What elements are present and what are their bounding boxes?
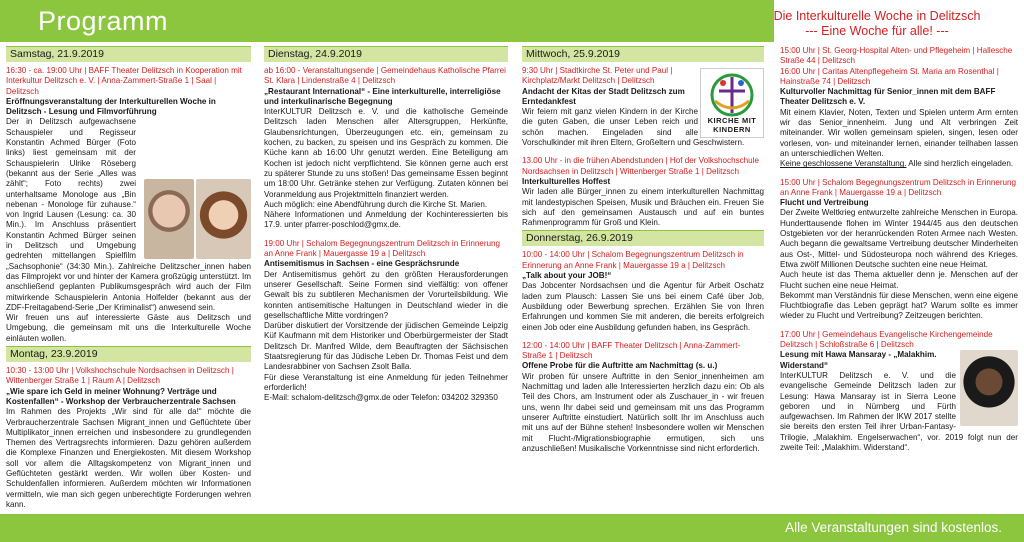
- event-title: „Talk about your JOB!“: [522, 271, 612, 281]
- event-description-3: Für diese Veranstaltung ist eine Anmeldung für jeden Teilnehmer erforderlich!: [264, 372, 508, 392]
- event-contact: E-Mail: schalom-delitzsch@gmx.de oder Telefon: 034202 329350: [264, 393, 498, 403]
- event-title: Andacht der Kitas der Stadt Delitzsch zum Erntedankfest: [522, 86, 685, 106]
- event-title: Antisemitismus in Sachsen - eine Gesprächsrunde: [264, 259, 460, 269]
- event-description: Der Antisemitismus gehört zu den größten Herausforderungen unserer Gesellschaft. Seine Formen sind vielfältig: von offener Gewalt bis zu subtileren Mechanismen der Vorurteilsbildung. Wie konnten antisemitische Haltungen in Deutschland wieder in die gesellschaftliche Mitte vordringen?: [264, 269, 508, 320]
- event-title: „Wie spare ich Geld in meiner Wohnung? Verträge und Kostenfallen“ - Workshop der Verbraucherzentrale Sachsen: [6, 386, 236, 406]
- event-description-3: Bekommt man Verständnis für diese Menschen, wenn eine eigene Fluchtbiografie das Leben geprägt hat? Warum sollte es immer wieder zu Flucht und Vertreibung? Zeitzeugen berichten.: [780, 290, 1018, 321]
- event-description: Wir proben für unsere Auftritte in den Senior_innenheimen am Nachmittag und laden alle Interessierten herzlich dazu ein: Ob als Teil des Chors, am Instrument oder als Zuschauer_in - wir freuen uns, wenn Ihr dabei seid und gemeinsam mit uns das Programm unserer Auftritte einstudiert. Natürlich sollt Ihr im Anschluss auch mit uns auf der Bühne stehen! Insbesondere wollen wir Menschen mit Flucht-/Migrationsbiographie ermutigen, sich uns anzuschließen! Musikalische Vorkenntnisse sind nicht erforderlich.: [522, 371, 764, 453]
- day-header-tuesday: Dienstag, 24.9.2019: [264, 46, 508, 62]
- bottom-banner: [0, 514, 1024, 542]
- photo-ulrike-roeseberg: [196, 179, 251, 259]
- photo-konstantin-buerger: [144, 179, 194, 259]
- page-title: Programm: [38, 6, 169, 36]
- column-saturday-monday: [6, 42, 251, 512]
- event-title: Interkulturelles Hoffest: [522, 176, 611, 186]
- event-description: Wir laden alle Bürger_innen zu einem interkulturellen Nachmittag mit landestypischen Speisen, Musik und Bräuchen ein. Freuen Sie sich auf den gemeinsamen Austausch und auf ein buntes Rahmenprogramm für Groß und Klein.: [522, 187, 764, 228]
- top-banner: [0, 0, 1024, 42]
- event-meta: 15:00 Uhr | Schalom Begegnungszentrum Delitzsch in Erinnerung an Anne Frank | Mauergasse 19 a | Delitzsch: [780, 177, 1017, 197]
- event-meta: 17:00 Uhr | Gemeindehaus Evangelische Kirchengemeinde Delitzsch | Schloßstraße 6 | Delitzsch: [780, 329, 993, 350]
- kirche-mit-kindern-logo: [700, 68, 764, 138]
- event-description-2: Wir freuen uns auf interessierte Gäste aus Delitzsch und Umgebung, die gemeinsam mit uns die Interkulturelle Woche einläuten wollen.: [6, 313, 251, 343]
- photo-hawa-mansaray: [960, 350, 1018, 426]
- column-thursday-continued: [780, 46, 1018, 516]
- event-title: Lesung mit Hawa Mansaray - „Malakhim. Widerstand“: [780, 350, 937, 370]
- event-title: Flucht und Vertreibung: [780, 198, 869, 208]
- event-title: Kulturvoller Nachmittag für Senior_innen mit dem BAFF Theater Delitzsch e. V.: [780, 87, 996, 107]
- event-meta: 10:30 - 13:00 Uhr | Volkshochschule Nordsachsen in Delitzsch | Wittenberger Straße 1 | Raum A | Delitzsch: [6, 366, 234, 386]
- event-description: InterKULTUR Delitzsch e. V. und die katholische Gemeinde Delitzsch laden Menschen aller Altersgruppen, Herkünfte, Glaubensrichtungen, Überzeugungen etc. ein, gemeinsam zu kochen, zu backen, zu speisen und ins Gespräch zu kommen. Die Küche kann ab 16:00 Uhr genutzt werden. Eine Beteiligung am Kochen ist jedoch nicht verpflichtend. Sie können gerne auch erst zu späterer Stunde zu uns stoßen! Das gemeinsame Essen beginnt um 18:00 Uhr. Getränke stehen zur Verfügung. Zutaten können bei Voranmeldung aus Projektmitteln finanziert werden.: [264, 107, 508, 199]
- day-header-wednesday: Mittwoch, 25.9.2019: [522, 46, 764, 62]
- event-meta: 9:30 Uhr | Stadtkirche St. Peter und Paul | Kirchplatz/Markt Delitzsch | Delitzsch: [522, 66, 673, 86]
- event-description-2: Darüber diskutiert der Vorsitzende der jüdischen Gemeinde Leipzig Küf Kaufmann mit dem Historiker und Oberbürgermeister der Stadt Delitzsch Dr. Manfred Wilde, dem Beauftragten der Sächsischen Staatsregierung für das Jüdische Leben Dr. Thomas Feist und dem Landesrabbiner von Sachsen Zsolt Balla.: [264, 321, 508, 372]
- column-tuesday: [264, 42, 508, 512]
- header-subtitle-1: Die Interkulturelle Woche in Delitzsch: [773, 9, 981, 23]
- event-meta: 19:00 Uhr | Schalom Begegnungszentrum Delitzsch in Erinnerung an Anne Frank | Mauergasse 19 a | Delitzsch: [264, 238, 501, 259]
- event-description-2: Auch heute ist das Thema aktueller denn je. Menschen auf der Flucht suchen eine neue Heimat.: [780, 270, 1018, 290]
- day-header-thursday: Donnerstag, 26.9.2019: [522, 230, 764, 246]
- event-meta: 13.00 Uhr - in die frühen Abendstunden | Hof der Volkshochschule Nordsachsen in Delitzsch | Wittenberger Straße 1 | Delitzsch: [522, 156, 759, 176]
- day-header-saturday: Samstag, 21.9.2019: [6, 46, 251, 62]
- event-meta-2: 16:00 Uhr | Caritas Altenpflegeheim St. Maria am Rosenthal | Hainstraße 74 | Delitzsch: [780, 66, 999, 86]
- event-note: Keine geschlossene Veranstaltung. Alle sind herzlich eingeladen.: [780, 159, 1014, 169]
- logo-text: KIRCHE MIT KINDERN: [707, 116, 757, 134]
- event-title: Offene Probe für die Auftritte am Nachmittag (s. u.): [522, 361, 718, 371]
- event-description-3: Nähere Informationen und Anmeldung der Kochinteressierten bis 17.9. unter pfarrer-poschlod@gmx.de.: [264, 210, 508, 230]
- event-description: Der in Delitzsch aufgewachsene Schauspieler und Regisseur Konstantin Achmed Bürger (Foto links) liest gemeinsam mit der Schauspielerin Ulrike Röseberg (bekannt aus der Serie „Alles was zählt“; Foto rechts) zwei unterhaltsame Monologe aus „Bin nebenan - Monologe für zuhause.“ von Ingrid Lausen (Lesung: ca. 30 Min.). Im Anschluss präsentiert Konstantin Achmed Bürger seinen in Delitzsch und Umgebung gedrehten mittellangen Spielfilm „Sachsophonie“ (34:30 Min.). Zahlreiche Delitzscher_innen haben das Filmprojekt vor und hinter der Kamera großzügig unterstützt. Im anschließend geplanten Publikumsgespräch wird auch der Film mitwirkende Schauspielerin Antonia Holfelder (bekannt aus der ZDF-Freitagabend-Serie „Der Kriminalist“) anwesend sein.: [6, 117, 251, 312]
- header-subtitle-2: --- Eine Woche für alle! ---: [805, 24, 949, 38]
- event-description: Der Zweite Weltkrieg entwurzelte zahlreiche Menschen in Europa. Hunderttausende flohen im Winter 1944/45 aus den deutschen Ostgebieten vor der heranrückenden Roten Armee nach Westen. Auch begann die gewaltsame Vertreibung deutscher Minderheiten aus Ost-, Mittel- und Südosteuropa noch während des Krieges. Etwa zwölf Millionen Deutsche suchten eine neue Heimat.: [780, 208, 1018, 269]
- event-title: „Restaurant International“ - Eine interkulturelle, interreligiöse und interkulinarische Begegnung: [264, 86, 501, 106]
- event-description: Das Jobcenter Nordsachsen und die Agentur für Arbeit Oschatz laden zum Plausch: Lassen Sie uns bei einem Café über Job, Ausbildung oder Bewerbung sprechen. Erzählen Sie von Ihren Erfahrungen und kommen Sie mit anderen, die bereits erfolgreich einen Job oder eine Ausbildung gefunden haben, ins Gespräch.: [522, 281, 764, 332]
- event-description: Wir feiern mit ganz vielen Kindern in der Kirche die guten Gaben, die unser Leben reich und schön machen. Eingeladen sind alle Vorschulkinder mit ihren Eltern, Großeltern und Geschwistern.: [522, 107, 745, 148]
- event-meta: ab 16:00 - Veranstaltungsende | Gemeindehaus Katholische Pfarrei St. Klara | Lindenstraße 4 | Delitzsch: [264, 66, 506, 86]
- event-description: Im Rahmen des Projekts „Wir sind für alle da!“ möchte die Verbraucherzentrale Sachsen Migrant_innen und Geflüchtete über Multiplikator_innen erreichen und insbesondere zu grundlegenden Themen des Vertragsrechts informieren. Dazu gehören außerdem die Komplexe Finanzen und Energiekosten. Mit diesem Workshop soll vor allem die Alltagskompetenz von Migrant_innen und Geflüchteten gestärkt werden. Wir wollen über Kosten- und Schuldenfallen informieren. Außerdem möchten wir Informationen vermitteln, wie man sich gegen unberechtigte Forderungen wehren kann.: [6, 407, 251, 509]
- column-wednesday-thursday: [522, 42, 764, 512]
- event-meta: 15:00 Uhr | St. Georg-Hospital Alten- und Pflegeheim | Hallesche Straße 44 | Delitzsch: [780, 46, 1013, 66]
- event-title: Eröffnungsveranstaltung der Interkulturellen Woche in Delitzsch - Lesung und Filmvorführung: [6, 96, 216, 117]
- event-meta: 12:00 - 14:00 Uhr | BAFF Theater Delitzsch | Anna-Zammert-Straße 1 | Delitzsch: [522, 340, 741, 361]
- event-description: InterKULTUR Delitzsch e. V. und die evangelische Gemeinde Delitzsch laden zur Lesung: Hawa Mansaray ist in Sierra Leone geboren und in Nürnberg und Fürth aufgewachsen. Im Rahmen der IKW 2017 stellte sie bereits den ersten Teil ihrer Urban-Fantasy-Trilogie, „Malakhim. Engelserwachen“, vor. 2019 folgt nun der zweite Teil: „Malakhim. Widerstand“.: [780, 370, 1018, 452]
- event-description: Mit einem Klavier, Noten, Texten und Spielen unterm Arm ernten wir das Senior_innenheim. Jung und Alt verbringen Zeit miteinander. Wir wollen gemeinsam spielen, singen, lesen oder vorlesen, von- und miteinander lernen, einander teilhaben lassen an unterschiedlichen Welten.: [780, 107, 1018, 158]
- footer-note: Alle Veranstaltungen sind kostenlos.: [785, 520, 1002, 535]
- event-description-2: Auch möglich: eine Abendführung durch die Kirche St. Marien.: [264, 199, 488, 209]
- event-meta: 16:30 - ca. 19:00 Uhr | BAFF Theater Delitzsch in Kooperation mit Interkultur Delitzsch e. V. | Anna-Zammert-Straße 1 | Saal | Delitzsch: [6, 66, 242, 96]
- event-meta: 10:00 - 14:00 Uhr | Schalom Begegnungszentrum Delitzsch in Erinnerung an Anne Frank | Mauergasse 19 a | Delitzsch: [522, 250, 744, 270]
- day-header-monday: Montag, 23.9.2019: [6, 346, 251, 362]
